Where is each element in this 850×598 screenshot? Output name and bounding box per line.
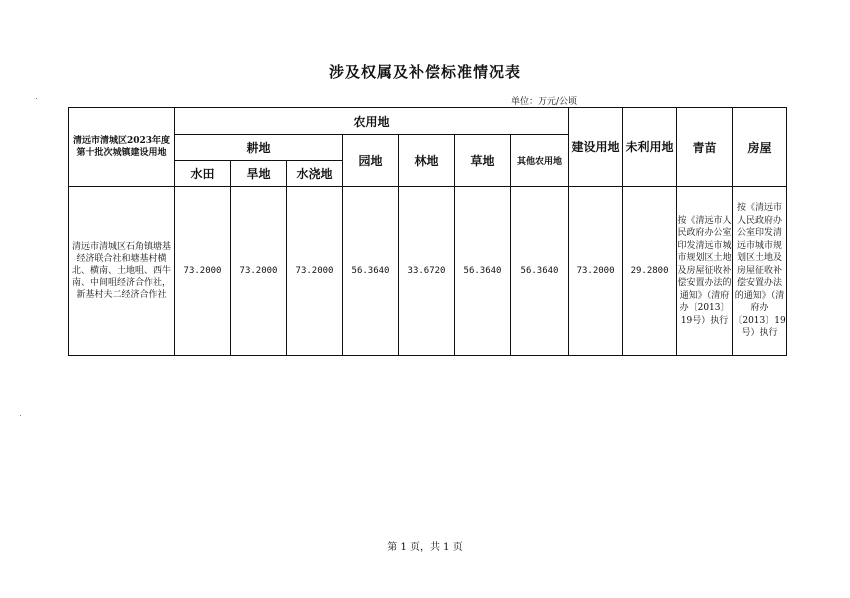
header-row-1	[69, 108, 787, 135]
paddy-value: 73.2000	[175, 187, 231, 356]
other-agri-header: 其他农用地	[511, 135, 569, 187]
scan-speck	[36, 98, 37, 99]
houses-note: 按《清远市人民政府办公室印发清远市城市规划区土地及房屋征收补偿安置办法的通知》（清府办〔2013〕19号）执行	[733, 187, 787, 356]
construction-value: 73.2000	[569, 187, 623, 356]
houses-header: 房屋	[733, 108, 787, 187]
dry-land-value: 73.2000	[231, 187, 287, 356]
agri-land-header: 农用地	[175, 108, 569, 135]
compensation-table	[68, 107, 787, 356]
unit-label: 单位：万元/公顷	[511, 97, 578, 107]
scan-speck	[20, 415, 21, 416]
cultivated-land-header: 耕地	[175, 135, 343, 161]
dry-land-header: 旱地	[231, 161, 287, 187]
crops-header: 青苗	[677, 108, 733, 187]
paddy-header: 水田	[175, 161, 231, 187]
construction-land-header: 建设用地	[569, 108, 623, 187]
project-header: 清远市清城区2023年度第十批次城镇建设用地	[69, 108, 175, 187]
page-footer: 第 1 页，共 1 页	[387, 542, 463, 553]
grass-value: 56.3640	[455, 187, 511, 356]
grass-header: 草地	[455, 135, 511, 187]
page-title: 涉及权属及补偿标准情况表	[328, 63, 521, 81]
crops-note: 按《清远市人民政府办公室印发清远市城市规划区土地及房屋征收补偿安置办法的通知》（清府办〔2013〕19号）执行	[677, 187, 733, 356]
forest-value: 33.6720	[399, 187, 455, 356]
garden-value: 56.3640	[343, 187, 399, 356]
unused-land-header: 未利用地	[623, 108, 677, 187]
forest-header: 林地	[399, 135, 455, 187]
irrigated-header: 水浇地	[287, 161, 343, 187]
garden-header: 园地	[343, 135, 399, 187]
unused-value: 29.2800	[623, 187, 677, 356]
irrigated-value: 73.2000	[287, 187, 343, 356]
other-agri-value: 56.3640	[511, 187, 569, 356]
table-row	[69, 187, 787, 356]
location-cell: 清远市清城区石角镇塘基经济联合社和塘基村横北、横南、土地咀、西牛南、中间咀经济合作社，新基村夫二经济合作社	[69, 187, 175, 356]
